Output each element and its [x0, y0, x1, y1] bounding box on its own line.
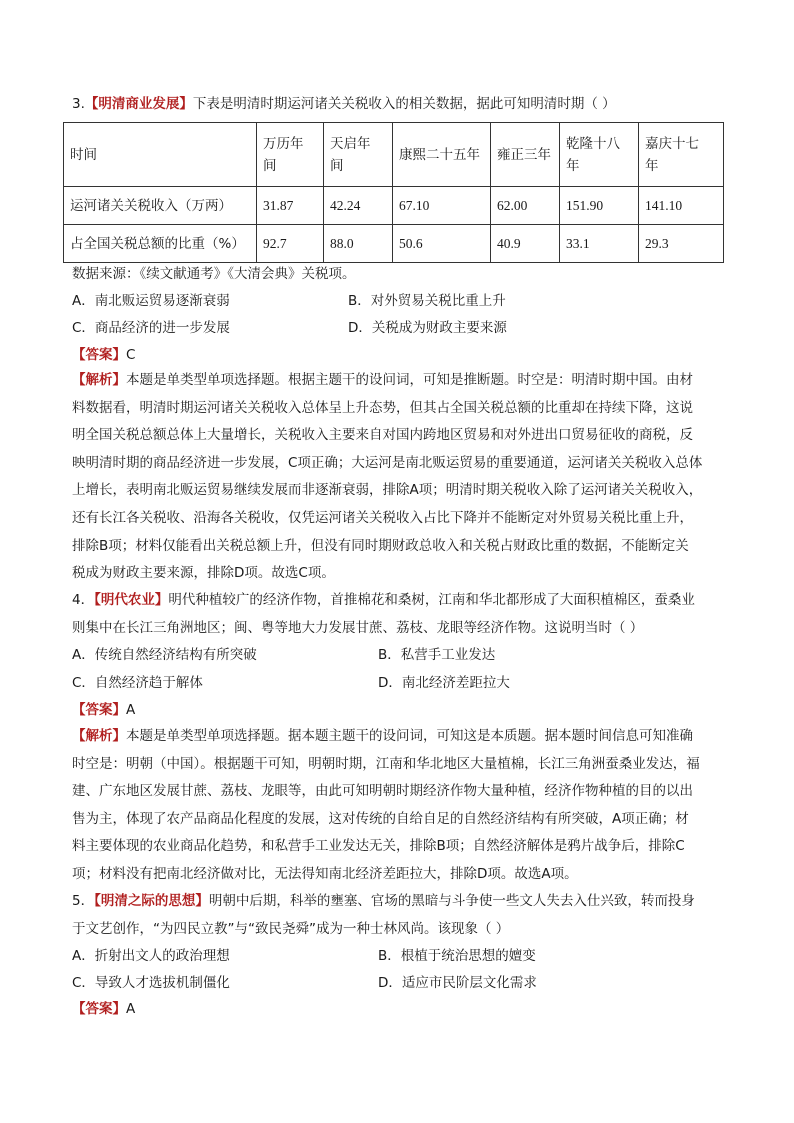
analysis-line: 料主要体现的农业商品化趋势，和私营手工业发达无关，排除B项；自然经济解体是鸦片战争后，排除C [72, 838, 685, 855]
q5-answer [72, 999, 135, 1019]
q3-stem-text: 下表是明清时期运河诸关关税收入的相关数据，据此可知明清时期（ ） [192, 96, 616, 112]
q5-option-c[interactable]: C．导致人才选拔机制僵化 [72, 975, 230, 991]
q3-answer [72, 345, 135, 365]
analysis-line: 还有长江各关税收、沿海各关税收，仅凭运河诸关关税收入占比下降并不能断定对外贸易关税比重上升， [72, 509, 693, 526]
analysis-line: 项；材料没有把南北经济做对比，无法得知南北经济差距拉大，排除D项。故选A项。 [72, 865, 578, 882]
stem-line: 4．【明代农业】明代种植较广的经济作物，首推棉花和桑树，江南和华北都形成了大面积植棉区，蚕桑业 [72, 592, 695, 608]
table-header-cell: 雍正三年 [491, 123, 560, 187]
q5-option-a[interactable]: A．折射出文人的政治理想 [72, 948, 230, 964]
table-cell: 92.7 [257, 225, 324, 263]
table-row-label: 运河诸关关税收入（万两） [64, 187, 257, 225]
table-row [64, 225, 724, 263]
table-header-cell: 乾隆十八年 [560, 123, 639, 187]
table-header-cell: 康熙二十五年 [393, 123, 491, 187]
table-cell: 62.00 [491, 187, 560, 225]
q3-option-b[interactable]: B．对外贸易关税比重上升 [348, 293, 506, 309]
table-header-cell: 万历年间 [257, 123, 324, 187]
table-cell: 50.6 [393, 225, 491, 263]
analysis-line: 上增长，表明南北贩运贸易继续发展而非逐渐衰弱，排除A项；明清时期关税收入除了运河诸关关税收入， [72, 482, 703, 499]
analysis-line: 税成为财政主要来源，排除D项。故选C项。 [72, 565, 335, 582]
table-cell: 141.10 [639, 187, 724, 225]
q3-source: 数据来源：《续文献通考》《大清会典》关税项。 [72, 266, 356, 282]
q3-option-d[interactable]: D．关税成为财政主要来源 [348, 320, 507, 336]
analysis-line: 售为主，体现了农产品商品化程度的发展，这对传统的自给自足的自然经济结构有所突破，A项正确；材 [72, 810, 689, 827]
q4-answer-value: A [126, 702, 136, 718]
q5-answer-label: 【答案】 [72, 1001, 126, 1017]
table-row [64, 187, 724, 225]
q3-option-c[interactable]: C．商品经济的进一步发展 [72, 320, 230, 336]
table-header-row [64, 123, 724, 187]
q3-answer-label: 【答案】 [72, 347, 126, 363]
q4-tag: 【明代农业】 [94, 592, 169, 608]
q3-analysis [72, 367, 722, 588]
table-cell: 33.1 [560, 225, 639, 263]
q4-option-b[interactable]: B．私营手工业发达 [378, 647, 496, 663]
table-header-cell: 嘉庆十七年 [639, 123, 724, 187]
q3-option-a[interactable]: A．南北贩运贸易逐渐衰弱 [72, 293, 230, 309]
q4-option-c[interactable]: C．自然经济趋于解体 [72, 675, 203, 691]
table-cell: 29.3 [639, 225, 724, 263]
table-cell: 88.0 [324, 225, 393, 263]
q4-answer [72, 700, 135, 720]
q3-answer-value: C [126, 347, 136, 363]
analysis-line: 时空是：明朝（中国）。根据题干可知，明朝时期，江南和华北地区大量植棉，长江三角洲蚕桑业发达，福 [72, 755, 700, 772]
table-cell: 42.24 [324, 187, 393, 225]
q5-option-d[interactable]: D．适应市民阶层文化需求 [378, 975, 537, 991]
table-cell: 151.90 [560, 187, 639, 225]
analysis-line: 建、广东地区发展甘蔗、荔枝、龙眼等，由此可知明朝时期经济作物大量种植，经济作物种植的目的以出 [72, 783, 693, 800]
table-row-label: 占全国关税总额的比重（%） [64, 225, 257, 263]
table-header-cell: 时间 [64, 123, 257, 187]
table-cell: 40.9 [491, 225, 560, 263]
analysis-line: 【解析】本题是单类型单项选择题。据本题主题干的设问词，可知这是本质题。据本题时间信息可知准确 [72, 728, 693, 744]
analysis-line: 排除B项；材料仅能看出关税总额上升，但没有同时期财政总收入和关税占财政比重的数据，不能断定关 [72, 537, 689, 554]
table-header-cell: 天启年间 [324, 123, 393, 187]
q5-option-b[interactable]: B．根植于统治思想的嬗变 [378, 948, 536, 964]
analysis-line: 映明清时期的商品经济进一步发展，C项正确；大运河是南北贩运贸易的重要通道，运河诸关关税收入总体 [72, 454, 703, 471]
analysis-line: 【解析】本题是单类型单项选择题。根据主题干的设问词，可知是推断题。时空是：明清时期中国。由材 [72, 372, 693, 388]
q4-option-a[interactable]: A．传统自然经济结构有所突破 [72, 647, 257, 663]
stem-line: 5．【明清之际的思想】明朝中后期，科举的壅塞、官场的黑暗与斗争使一些文人失去入仕兴致，转而投身 [72, 893, 695, 909]
q5-answer-value: A [126, 1001, 136, 1017]
q4-stem [72, 587, 722, 642]
q4-analysis [72, 723, 722, 889]
q4-answer-label: 【答案】 [72, 702, 126, 718]
table-cell: 67.10 [393, 187, 491, 225]
q5-stem [72, 888, 722, 943]
q4-analysis-label: 【解析】 [72, 728, 126, 744]
analysis-line: 料数据看，明清时期运河诸关关税收入总体呈上升态势，但其占全国关税总额的比重却在持续下降，这说 [72, 399, 693, 416]
q4-option-d[interactable]: D．南北经济差距拉大 [378, 675, 510, 691]
table-cell: 31.87 [257, 187, 324, 225]
analysis-line: 明全国关税总额总体上大量增长，关税收入主要来自对国内跨地区贸易和对外进出口贸易征收的商税，反 [72, 427, 693, 444]
q3-stem [72, 94, 616, 114]
q3-data-table [63, 122, 724, 263]
q3-tag: 【明清商业发展】 [84, 96, 193, 112]
q5-tag: 【明清之际的思想】 [94, 893, 209, 909]
stem-line: 于文艺创作，“为四民立教”与“致民尧舜”成为一种士林风尚。该现象（ ） [72, 920, 510, 937]
stem-line: 则集中在长江三角洲地区；闽、粤等地大力发展甘蔗、荔枝、龙眼等经济作物。这说明当时（ ） [72, 619, 644, 636]
q3-number: 3. [72, 96, 85, 112]
q3-analysis-label: 【解析】 [72, 372, 126, 388]
